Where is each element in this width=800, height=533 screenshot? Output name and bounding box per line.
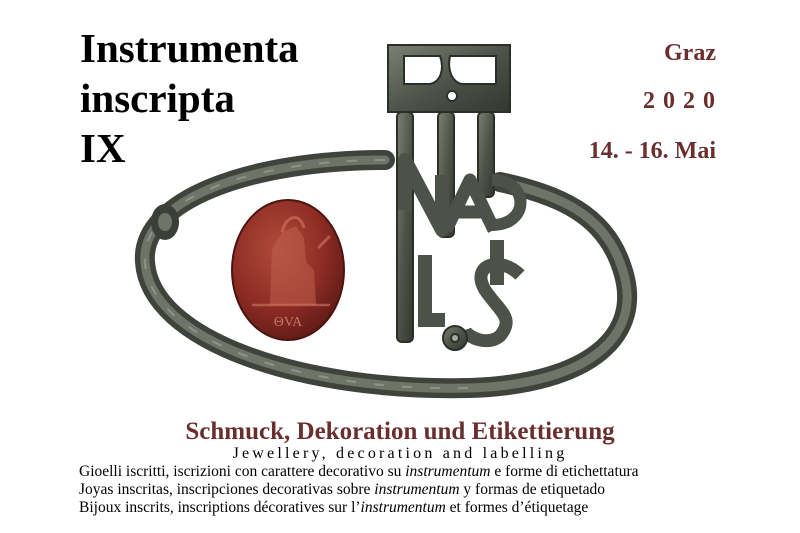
title-line-3: IX: [80, 125, 126, 171]
title-line-1: Instrumenta: [80, 25, 299, 71]
title-line-2: inscripta: [80, 75, 235, 121]
line-spanish-post: y formas de etiquetado: [459, 481, 606, 498]
line-italian: [79, 463, 639, 481]
event-city: Graz: [664, 40, 716, 66]
line-french: [79, 499, 588, 517]
event-year: 2 0 2 0: [643, 88, 716, 114]
bracelet-ring: [145, 160, 627, 388]
line-italian-post: e forme di etichettatura: [490, 463, 639, 480]
line-french-em: instrumentum: [360, 499, 446, 516]
line-french-pre: Bijoux inscrits, inscriptions décoratives sur l’: [79, 499, 361, 516]
belt-mount: [388, 45, 521, 350]
line-french-post: et formes d’étiquetage: [445, 499, 589, 516]
line-italian-em: instrumentum: [405, 463, 491, 480]
subtitle-german: Schmuck, Dekoration und Etikettierung: [185, 418, 615, 445]
gem-inscription: ΘVA: [273, 315, 303, 330]
line-spanish: [79, 481, 605, 499]
event-dates: 14. - 16. Mai: [588, 138, 716, 164]
line-spanish-pre: Joyas inscritas, inscripciones decorativas sobre: [79, 481, 375, 498]
carnelian-gem: [232, 200, 344, 340]
subtitle-english: Jewellery, decoration and labelling: [232, 445, 568, 462]
line-spanish-em: instrumentum: [374, 481, 460, 498]
line-italian-pre: Gioelli iscritti, iscrizioni con carattere decorativo su: [79, 463, 406, 480]
